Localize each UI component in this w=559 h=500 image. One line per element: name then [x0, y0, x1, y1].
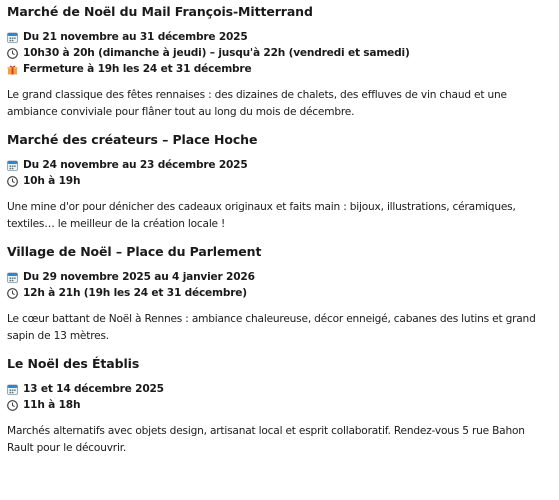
event-title: Village de Noël – Place du Parlement [7, 244, 262, 259]
closing-line [7, 61, 559, 77]
event-description: Le grand classique des fêtes rennaises : des dizaines de chalets, des effluves de vin chaud et une ambiance conviviale pour flâner tout au long du mois de décembre. [7, 89, 507, 118]
event-section [7, 244, 559, 345]
event-section [7, 356, 559, 457]
date-line [7, 157, 559, 173]
event-title: Marché des créateurs – Place Hoche [7, 132, 258, 147]
hours-line [7, 397, 559, 413]
event-description: Une mine d'or pour dénicher des cadeaux originaux et faits main : bijoux, illustrations, céramiques, textiles… le meilleur de la création locale ! [7, 201, 516, 230]
clock-icon [7, 400, 18, 411]
clock-icon [7, 48, 18, 59]
gift-icon [7, 64, 18, 75]
date-line [7, 381, 559, 397]
event-description: Le cœur battant de Noël à Rennes : ambiance chaleureuse, décor enneigé, cabanes des lutins et grand sapin de 13 mètres. [7, 313, 536, 342]
calendar-icon [7, 160, 18, 171]
date-line [7, 269, 559, 285]
calendar-icon [7, 384, 18, 395]
hours-text: 11h à 18h [23, 399, 81, 411]
event-title: Le Noël des Établis [7, 356, 140, 371]
event-description: Marchés alternatifs avec objets design, artisanat local et esprit collaboratif. Rendez-vous 5 rue Bahon Rault pour le découvrir. [7, 425, 525, 454]
hours-text: 10h à 19h [23, 175, 81, 187]
hours-line [7, 45, 559, 61]
hours-line [7, 285, 559, 301]
event-section [7, 4, 559, 121]
date-text: Du 21 novembre au 31 décembre 2025 [23, 31, 248, 43]
date-text: Du 24 novembre au 23 décembre 2025 [23, 159, 248, 171]
date-text: 13 et 14 décembre 2025 [23, 383, 164, 395]
date-line [7, 29, 559, 45]
event-section [7, 132, 559, 233]
hours-text: 10h30 à 20h (dimanche à jeudi) – jusqu'à 22h (vendredi et samedi) [23, 47, 410, 59]
clock-icon [7, 288, 18, 299]
calendar-icon [7, 272, 18, 283]
hours-line [7, 173, 559, 189]
hours-text: 12h à 21h (19h les 24 et 31 décembre) [23, 287, 247, 299]
clock-icon [7, 176, 18, 187]
date-text: Du 29 novembre 2025 au 4 janvier 2026 [23, 271, 255, 283]
event-title: Marché de Noël du Mail François-Mitterrand [7, 4, 313, 19]
calendar-icon [7, 32, 18, 43]
closing-text: Fermeture à 19h les 24 et 31 décembre [23, 63, 252, 75]
